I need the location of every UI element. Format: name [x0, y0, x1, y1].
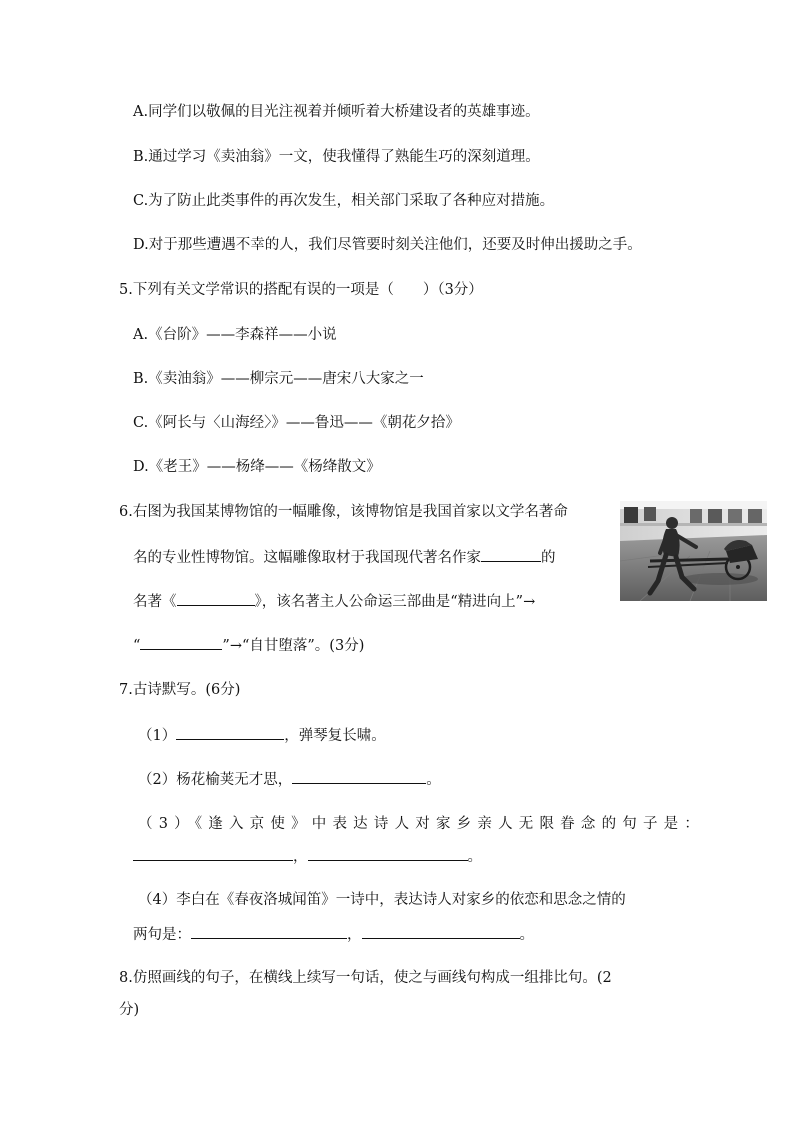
q7-item-3-line-2 [133, 846, 482, 867]
q4-option-c: C.为了防止此类事件的再次发生，相关部门采取了各种应对措施。 [133, 193, 555, 209]
q6-line-3-text: 名著《 [133, 594, 177, 610]
poem-line-blank-3a[interactable] [133, 846, 293, 861]
q6-line-2-tail: 的 [541, 550, 556, 566]
poem-line-blank-4b[interactable] [362, 924, 520, 939]
rickshaw-statue-photo [620, 501, 767, 601]
q6-line-4-tail: ”→“自甘堕落”。(3分) [222, 638, 365, 654]
poem-line-blank-3b[interactable] [308, 846, 468, 861]
q8-line-1: 8.仿照画线的句子，在横线上续写一句话，使之与画线句构成一组排比句。(2 [119, 970, 612, 986]
q6-line-3-tail: 》，该名著主人公命运三部曲是“精进向上”→ [254, 594, 536, 610]
q7-item-3-period: 。 [467, 849, 482, 865]
q4-option-a: A.同学们以敬佩的目光注视着并倾听着大桥建设者的英雄事迹。 [133, 104, 540, 120]
q4-option-b: B.通过学习《卖油翁》一文，使我懂得了熟能生巧的深刻道理。 [133, 149, 540, 165]
q7-stem: 7.古诗默写。(6分) [119, 682, 241, 698]
book-title-blank[interactable] [177, 591, 255, 606]
q6-line-2-text: 名的专业性博物馆。这幅雕像取材于我国现代著名作家 [133, 550, 481, 566]
q6-line-4-open-quote: “ [133, 638, 141, 654]
q7-item-4-label: 两句是： [133, 927, 191, 943]
q5-stem: 5.下列有关文学常识的搭配有误的一项是（ ）（3分） [119, 282, 483, 298]
poem-line-blank-4a[interactable] [191, 924, 347, 939]
q4-option-d: D.对于那些遭遇不幸的人，我们尽管要时刻关注他们，还要及时伸出援助之手。 [133, 237, 642, 253]
q7-item-3-comma: ， [293, 849, 308, 865]
q7-item-4-line-2 [133, 924, 534, 945]
q7-item-3-line-1: （3）《逢入京使》中表达诗人对家乡亲人无限眷念的句子是： [138, 816, 706, 832]
q7-item-4-line-1: （4）李白在《春夜洛城闻笛》一诗中，表达诗人对家乡的依恋和思念之情的 [138, 892, 626, 908]
fate-stage-blank[interactable] [140, 635, 222, 650]
q5-option-c: C.《阿长与〈山海经〉》——鲁迅——《朝花夕拾》 [133, 415, 460, 431]
q8-line-2: 分) [119, 1002, 140, 1018]
q7-item-2-period: 。 [426, 772, 441, 788]
q7-item-2 [138, 769, 441, 790]
q6-line-2 [133, 547, 556, 568]
q7-item-4-comma: ， [347, 927, 362, 943]
q6-line-3 [133, 591, 535, 612]
q7-item-1-text: ，弹琴复长啸。 [284, 728, 386, 744]
q7-item-4-period: 。 [519, 927, 534, 943]
poem-line-blank-1[interactable] [176, 725, 284, 740]
q7-item-2-text: （2）杨花榆荚无才思， [138, 772, 293, 788]
author-blank[interactable] [481, 547, 541, 562]
q6-line-1: 6.右图为我国某博物馆的一幅雕像，该博物馆是我国首家以文学名著命 [119, 504, 568, 520]
q5-option-d: D.《老王》——杨绛——《杨绛散文》 [133, 459, 381, 475]
q7-item-1-number: （1） [138, 728, 177, 744]
q5-option-a: A.《台阶》——李森祥——小说 [133, 327, 337, 343]
q6-line-4 [133, 635, 364, 656]
q5-option-b: B.《卖油翁》——柳宗元——唐宋八大家之一 [133, 371, 424, 387]
poem-line-blank-2[interactable] [292, 769, 426, 784]
q7-item-1 [138, 725, 386, 746]
